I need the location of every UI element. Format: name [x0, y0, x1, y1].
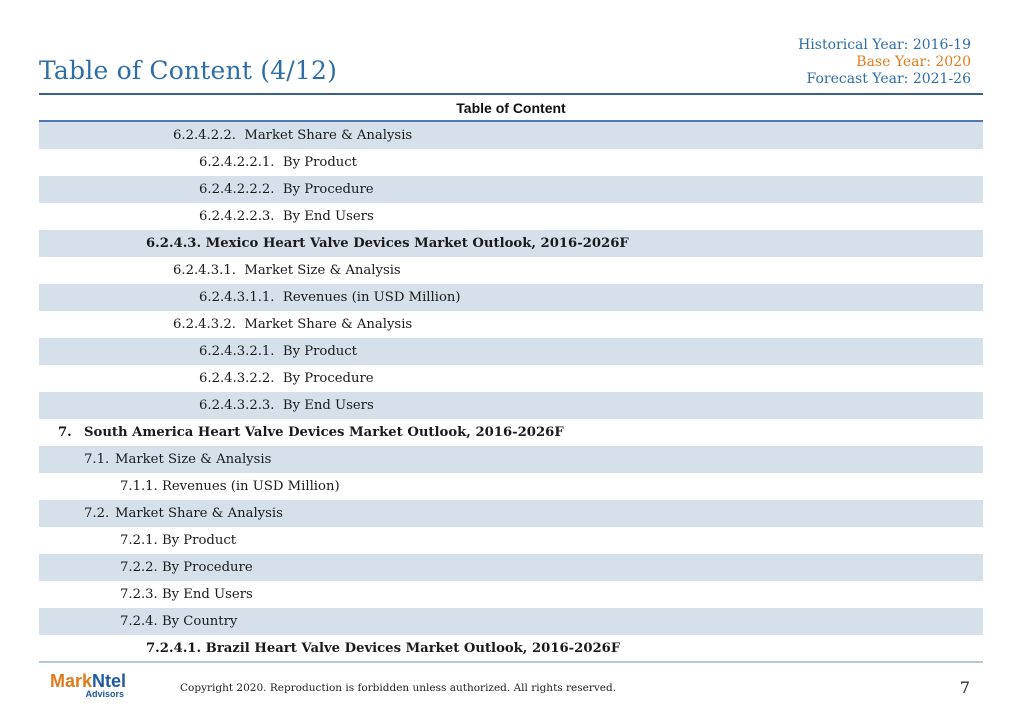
toc-row-number: 7.: [58, 425, 72, 440]
toc-row-number: 7.2.4.1.: [146, 641, 202, 656]
toc-row-label: Revenues (in USD Million): [161, 479, 340, 494]
toc-row-label: By Product: [282, 344, 357, 359]
toc-row-label: Revenues (in USD Million): [282, 290, 461, 305]
toc-row: [39, 635, 983, 662]
base-year: Base Year: 2020: [856, 54, 971, 70]
toc-row: [39, 122, 983, 149]
toc-row: [39, 527, 983, 554]
year-info: [798, 37, 971, 88]
toc-row-label: By End Users: [161, 587, 253, 602]
toc-row: [39, 176, 983, 203]
toc-row-label: Market Size & Analysis: [115, 452, 272, 467]
toc-row-label: South America Heart Valve Devices Market Outlook, 2016-2026F: [84, 425, 564, 440]
toc-row: [39, 473, 983, 500]
footer-divider: [39, 661, 983, 663]
toc-row-number: 6.2.4.3.: [146, 236, 202, 251]
toc-row-label: By Country: [161, 614, 238, 629]
toc-row-number: 6.2.4.2.2.1.: [199, 155, 275, 170]
toc-row-label: By Procedure: [282, 371, 374, 386]
toc-row-number: 7.2.4.: [120, 614, 158, 629]
toc-row: [39, 311, 983, 338]
toc-row: [39, 446, 983, 473]
toc-row: [39, 365, 983, 392]
toc-row-label: Market Share & Analysis: [115, 506, 283, 521]
logo-wordmark: [50, 672, 126, 690]
toc-row: [39, 554, 983, 581]
toc-row-number: 6.2.4.2.2.3.: [199, 209, 275, 224]
toc-row: [39, 284, 983, 311]
toc-row-number: 7.1.: [84, 452, 110, 467]
forecast-year: Forecast Year: 2021-26: [806, 71, 971, 87]
toc-row-label: Mexico Heart Valve Devices Market Outlook, 2016-2026F: [205, 236, 629, 251]
toc-row-label: Market Size & Analysis: [244, 263, 401, 278]
toc-row-number: 6.2.4.3.2.2.: [199, 371, 275, 386]
toc-row-label: Brazil Heart Valve Devices Market Outlook, 2016-2026F: [205, 641, 621, 656]
toc-row: [39, 608, 983, 635]
toc-row: [39, 257, 983, 284]
logo-ntel-text: Ntel: [92, 671, 127, 691]
toc-row-number: 7.2.1.: [120, 533, 158, 548]
toc-row-label: By End Users: [282, 398, 374, 413]
logo-mark-text: Mark: [50, 671, 93, 691]
toc-row-label: By Product: [161, 533, 237, 548]
toc-row: [39, 581, 983, 608]
toc-row-label: By Procedure: [161, 560, 253, 575]
toc-table: [39, 96, 983, 662]
toc-row-number: 6.2.4.3.2.3.: [199, 398, 275, 413]
header-divider: [39, 93, 983, 95]
toc-row: [39, 203, 983, 230]
toc-row: [39, 500, 983, 527]
toc-row-number: 6.2.4.3.1.1.: [199, 290, 275, 305]
toc-row-label: By Product: [282, 155, 357, 170]
toc-heading: Table of Content: [39, 96, 983, 122]
page-title: Table of Content (4/12): [39, 56, 338, 85]
toc-row-number: 6.2.4.3.2.1.: [199, 344, 275, 359]
toc-row: [39, 230, 983, 257]
toc-row: [39, 338, 983, 365]
toc-row-label: Market Share & Analysis: [244, 317, 413, 332]
toc-row-number: 6.2.4.2.2.2.: [199, 182, 275, 197]
toc-row: [39, 149, 983, 176]
marknteL-logo: [50, 672, 126, 699]
toc-row-number: 7.2.2.: [120, 560, 158, 575]
toc-row-number: 6.2.4.2.2.: [173, 128, 236, 143]
copyright-notice: Copyright 2020. Reproduction is forbidden unless authorized. All rights reserved.: [180, 682, 617, 694]
toc-row-label: Market Share & Analysis: [244, 128, 413, 143]
toc-row-number: 7.1.1.: [120, 479, 158, 494]
toc-row-number: 6.2.4.3.2.: [173, 317, 236, 332]
logo-subtitle: Advisors: [85, 689, 125, 699]
toc-row-number: 6.2.4.3.1.: [173, 263, 236, 278]
toc-row-number: 7.2.3.: [120, 587, 158, 602]
toc-row-label: By End Users: [282, 209, 374, 224]
toc-row: [39, 392, 983, 419]
toc-row: [39, 419, 983, 446]
page-number: 7: [959, 678, 970, 697]
historical-year: Historical Year: 2016-19: [798, 37, 971, 53]
toc-row-number: 7.2.: [84, 506, 110, 521]
toc-row-label: By Procedure: [282, 182, 374, 197]
